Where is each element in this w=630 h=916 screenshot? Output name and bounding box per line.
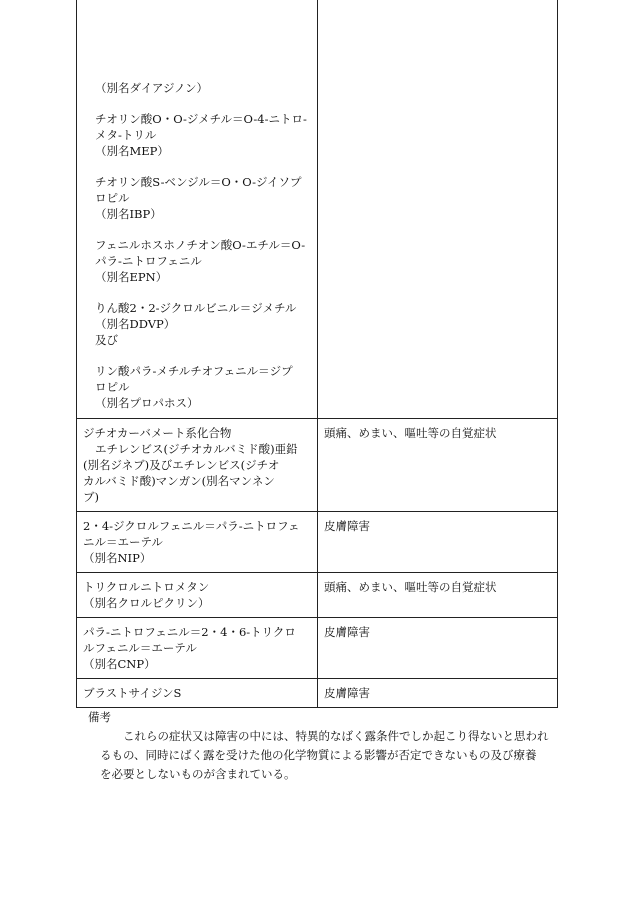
remarks-line: これらの症状又は障害の中には、特異的なばく露条件でしか起こり得ないと思われ bbox=[100, 729, 549, 743]
substance-line: （別名プロパホス） bbox=[95, 396, 199, 410]
symptom-text: 皮膚障害 bbox=[324, 686, 370, 700]
symptom-cell bbox=[318, 419, 558, 512]
symptom-text: 頭痛、めまい、嘔吐等の自覚症状 bbox=[324, 580, 497, 594]
table-row bbox=[77, 419, 558, 512]
substance-line: パラ-ニトロフェニル bbox=[95, 254, 202, 268]
table-row bbox=[77, 679, 558, 708]
substance-line: 2・4-ジクロルフェニル＝パラ-ニトロフェ bbox=[83, 519, 300, 533]
symptom-cell bbox=[318, 573, 558, 618]
substance-line: （別名NIP） bbox=[83, 551, 152, 565]
substance-cell bbox=[77, 573, 318, 618]
substance-cell bbox=[77, 679, 318, 708]
substance-cell bbox=[77, 512, 318, 573]
symptom-cell bbox=[318, 618, 558, 679]
table-row bbox=[77, 618, 558, 679]
substance-group bbox=[95, 80, 311, 96]
remarks-body bbox=[88, 727, 558, 784]
substance-symptom-table bbox=[76, 0, 558, 708]
substance-line: ルフェニル＝エーテル bbox=[83, 641, 197, 655]
substance-line: ブ) bbox=[83, 490, 99, 504]
remarks-heading: 備考 bbox=[88, 710, 111, 724]
table-row bbox=[77, 0, 558, 419]
substance-cell bbox=[77, 419, 318, 512]
substance-line: ロピル bbox=[95, 380, 130, 394]
substance-line: （別名ダイアジノン） bbox=[95, 81, 209, 95]
substance-line: トリクロルニトロメタン bbox=[83, 580, 210, 594]
symptom-text: 皮膚障害 bbox=[324, 625, 370, 639]
substance-line: （別名CNP） bbox=[83, 657, 156, 671]
substance-line: 及び bbox=[95, 333, 118, 347]
table-row bbox=[77, 512, 558, 573]
substance-group bbox=[95, 300, 311, 348]
table-row bbox=[77, 573, 558, 618]
remarks-line: るもの、同時にばく露を受けた他の化学物質による影響が否定できないもの及び療養 bbox=[100, 748, 537, 762]
substance-line: りん酸2・2-ジクロルビニル＝ジメチル bbox=[95, 301, 297, 315]
substance-line: （別名DDVP） bbox=[95, 317, 176, 331]
substance-line: メタ-トリル bbox=[95, 128, 157, 142]
substance-cell bbox=[77, 618, 318, 679]
substance-line: エチレンビス(ジチオカルバミド酸)亜鉛 bbox=[95, 442, 298, 456]
substance-group bbox=[95, 363, 311, 411]
substance-line: （別名EPN） bbox=[95, 270, 168, 284]
substance-line: カルバミド酸)マンガン(別名マンネン bbox=[83, 474, 275, 488]
substance-line: （別名クロルピクリン） bbox=[83, 596, 210, 610]
symptom-cell bbox=[318, 0, 558, 419]
substance-line: ジチオカーバメート系化合物 bbox=[83, 426, 232, 440]
substance-line: (別名ジネブ)及びエチレンビス(ジチオ bbox=[83, 458, 280, 472]
substance-line: ロピル bbox=[95, 191, 130, 205]
substance-line: フェニルホスホノチオン酸O-エチル＝O- bbox=[95, 238, 306, 252]
substance-group bbox=[95, 174, 311, 222]
substance-line: （別名IBP） bbox=[95, 207, 162, 221]
substance-cell bbox=[77, 0, 318, 419]
substance-group bbox=[95, 237, 311, 285]
symptom-cell bbox=[318, 512, 558, 573]
substance-line: ブラストサイジンS bbox=[83, 686, 182, 700]
symptom-text: 頭痛、めまい、嘔吐等の自覚症状 bbox=[324, 426, 497, 440]
substance-line: （別名MEP） bbox=[95, 144, 169, 158]
remarks-line: を必要としないものが含まれている。 bbox=[100, 767, 296, 781]
symptom-text: 皮膚障害 bbox=[324, 519, 370, 533]
substance-line: ニル＝エーテル bbox=[83, 535, 163, 549]
substance-line: リン酸パラ-メチルチオフェニル＝ジプ bbox=[95, 364, 293, 378]
symptom-cell bbox=[318, 679, 558, 708]
substance-line: チオリン酸O・O-ジメチル＝O-4-ニトロ- bbox=[95, 112, 307, 126]
remarks-section bbox=[88, 708, 558, 784]
substance-line: チオリン酸S-ベンジル＝O・O-ジイソプ bbox=[95, 175, 302, 189]
substance-group bbox=[95, 111, 311, 159]
substance-line: パラ-ニトロフェニル＝2・4・6-トリクロ bbox=[83, 625, 296, 639]
